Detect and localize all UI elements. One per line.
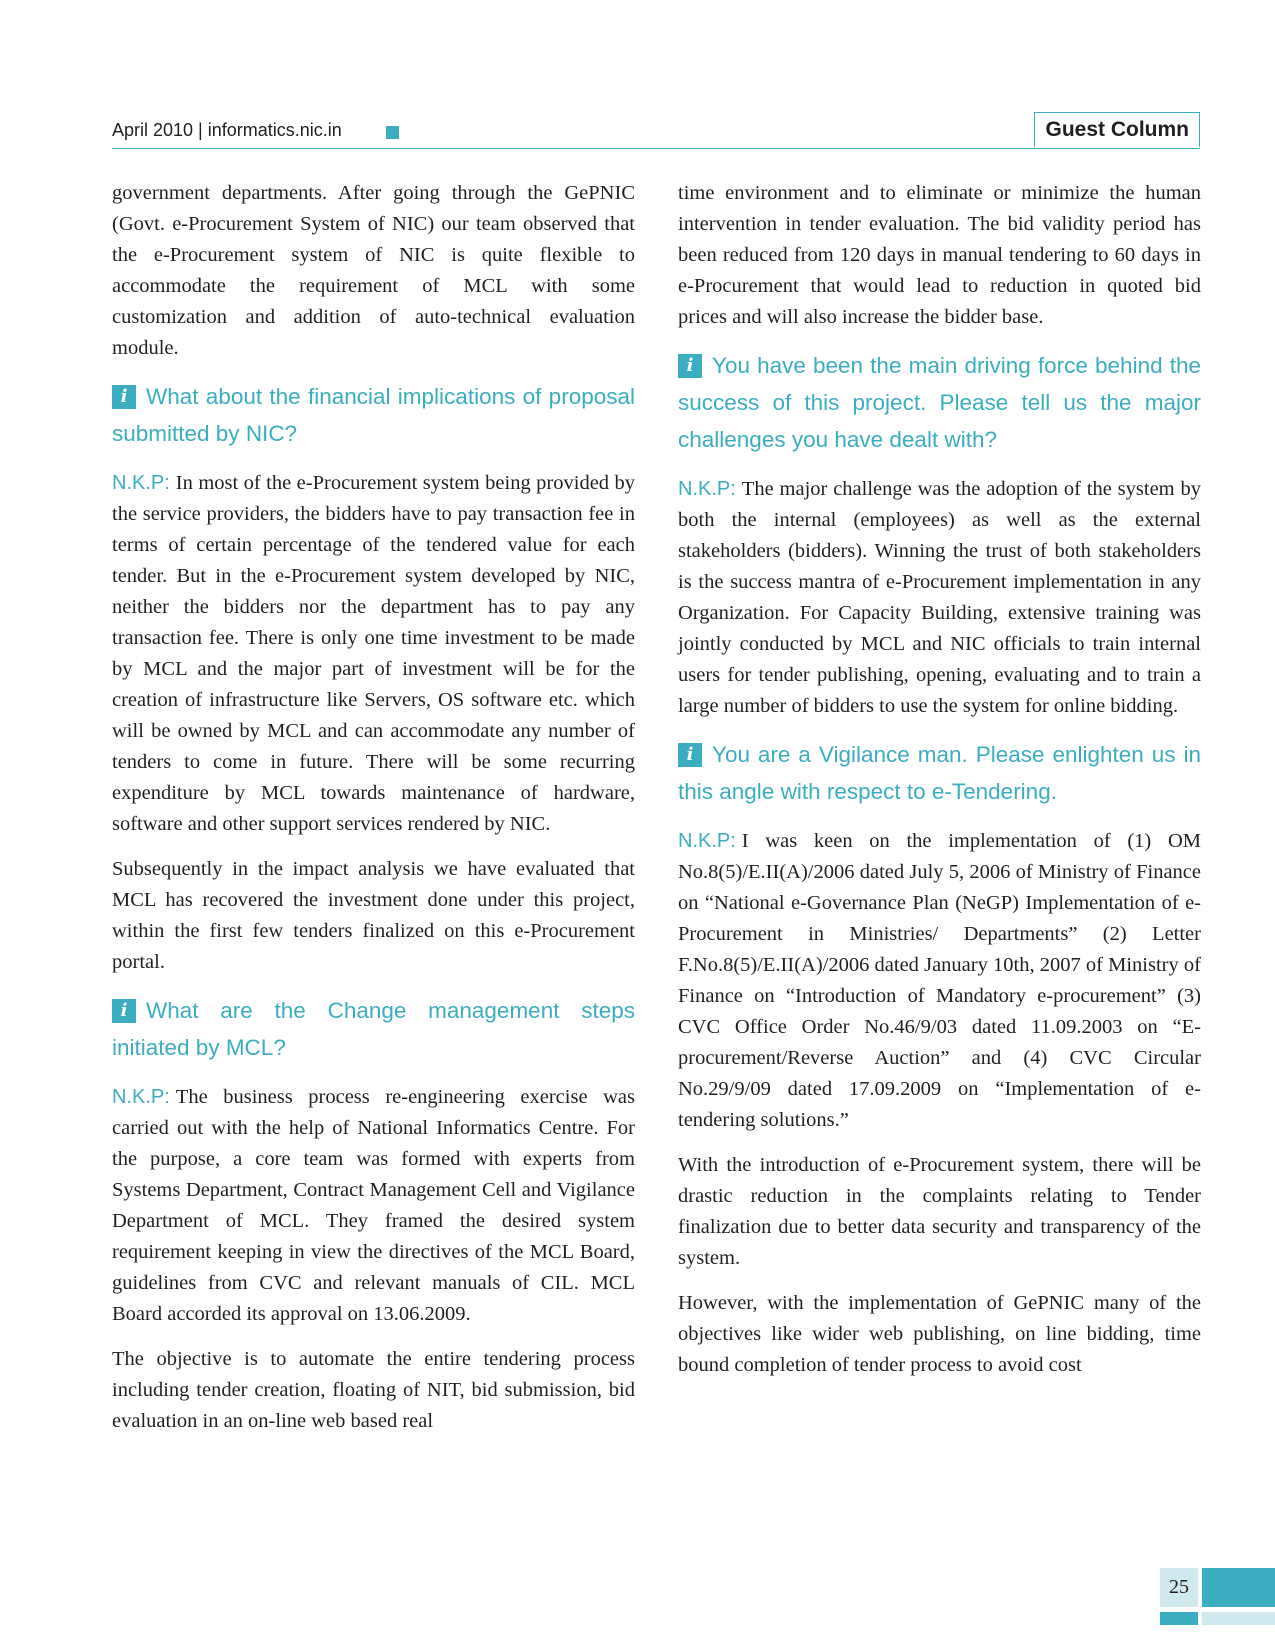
page-number: 25 xyxy=(1160,1568,1198,1607)
speaker-label: N.K.P: xyxy=(678,830,736,852)
question-heading xyxy=(112,992,635,1066)
answer-text: In most of the e-Procurement system being provided by the service providers, the bidders have to pay transaction fee in terms of certain percentage of the tendered value for each tender. But in the e-Procurement system developed by NIC, neither the bidders nor the department has to pay any transaction fee. There is only one time investment to be made by MCL and the major part of investment will be for the creation of infrastructure like Servers, OS software etc. which will be owned by MCL and can accommodate any number of tenders to come in future. There will be some recurring expenditure by MCL towards maintenance of hardware, software and other support services rendered by NIC. xyxy=(112,472,635,835)
header-square-ornament xyxy=(386,126,399,139)
speaker-label: N.K.P: xyxy=(112,472,170,494)
question-heading xyxy=(678,736,1201,810)
answer-text: The business process re-engineering exercise was carried out with the help of National Informatics Centre. For the purpose, a core team was formed with experts from Systems Department, Contract Management Cell and Vigilance Department of MCL. They framed the desired system requirement keeping in view the directives of the MCL Board, guidelines from CVC and relevant manuals of CIL. MCL Board accorded its approval on 13.06.2009. xyxy=(112,1086,635,1325)
page-header xyxy=(112,112,1200,149)
question-heading xyxy=(678,347,1201,458)
paragraph: However, with the implementation of GePNIC many of the objectives like wider web publishing, on line bidding, time bound completion of tender process to avoid cost xyxy=(678,1292,1201,1376)
footer-accent-bar xyxy=(1202,1568,1275,1607)
left-column xyxy=(112,178,635,1451)
paragraph: Subsequently in the impact analysis we have evaluated that MCL has recovered the investment done under this project, within the first few tenders finalized on this e-Procurement portal. xyxy=(112,858,635,973)
answer-text: The major challenge was the adoption of the system by both the internal (employees) as well as the external stakeholders (bidders). Winning the trust of both stakeholders is the success mantra of e-Procurement implementation in any Organization. For Capacity Building, extensive training was jointly conducted by MCL and NIC officials to train internal users for tender publishing, opening, evaluating and to train a large number of bidders to use the system for online bidding. xyxy=(678,478,1201,717)
info-i-icon: i xyxy=(678,354,702,378)
paragraph: government departments. After going through the GePNIC (Govt. e-Procurement System of NIC) our team observed that the e-Procurement system of NIC is quite flexible to accommodate the requirement of MCL with some customization and addition of auto-technical evaluation module. xyxy=(112,182,635,359)
speaker-label: N.K.P: xyxy=(678,478,736,500)
right-column xyxy=(678,178,1201,1395)
question-text: What about the financial implications of proposal submitted by NIC? xyxy=(112,384,635,446)
answer-paragraph xyxy=(678,826,1201,1136)
section-label: Guest Column xyxy=(1034,112,1200,147)
answer-paragraph xyxy=(112,468,635,840)
footer-accent-bar xyxy=(1160,1612,1198,1625)
paragraph: With the introduction of e-Procurement system, there will be drastic reduction in the complaints relating to Tender finalization due to better data security and transparency of the system. xyxy=(678,1154,1201,1269)
footer-accent-bar xyxy=(1202,1612,1275,1625)
question-text: What are the Change management steps initiated by MCL? xyxy=(112,998,635,1060)
answer-text: I was keen on the implementation of (1) OM No.8(5)/E.II(A)/2006 dated July 5, 2006 of Ministry of Finance on “National e-Governance Plan (NeGP) Implementation of e-Procurement in Ministries/ Departments” (2) Letter F.No.8(5)/E.II(A)/2006 dated January 10th, 2007 of Ministry of Finance on “Introduction of Mandatory e-procurement” (3) CVC Office Order No.46/9/03 dated 11.09.2003 on “E-procurement/Reverse Auction” and (4) CVC Circular No.29/9/09 dated 17.09.2009 on “Implementation of e-tendering solutions.” xyxy=(678,830,1201,1131)
info-i-icon: i xyxy=(112,385,136,409)
question-text: You have been the main driving force behind the success of this project. Please tell us the major challenges you have dealt with? xyxy=(678,353,1201,452)
question-heading xyxy=(112,378,635,452)
issue-date-and-site: April 2010 | informatics.nic.in xyxy=(112,120,342,140)
question-text: You are a Vigilance man. Please enlighten us in this angle with respect to e-Tendering. xyxy=(678,742,1201,804)
info-i-icon: i xyxy=(678,743,702,767)
speaker-label: N.K.P: xyxy=(112,1086,170,1108)
info-i-icon: i xyxy=(112,999,136,1023)
answer-paragraph xyxy=(678,474,1201,722)
paragraph: time environment and to eliminate or minimize the human intervention in tender evaluation. The bid validity period has been reduced from 120 days in manual tendering to 60 days in e-Procurement that would lead to reduction in quoted bid prices and will also increase the bidder base. xyxy=(678,182,1201,328)
paragraph: The objective is to automate the entire tendering process including tender creation, floating of NIT, bid submission, bid evaluation in an on-line web based real xyxy=(112,1348,635,1432)
answer-paragraph xyxy=(112,1082,635,1330)
